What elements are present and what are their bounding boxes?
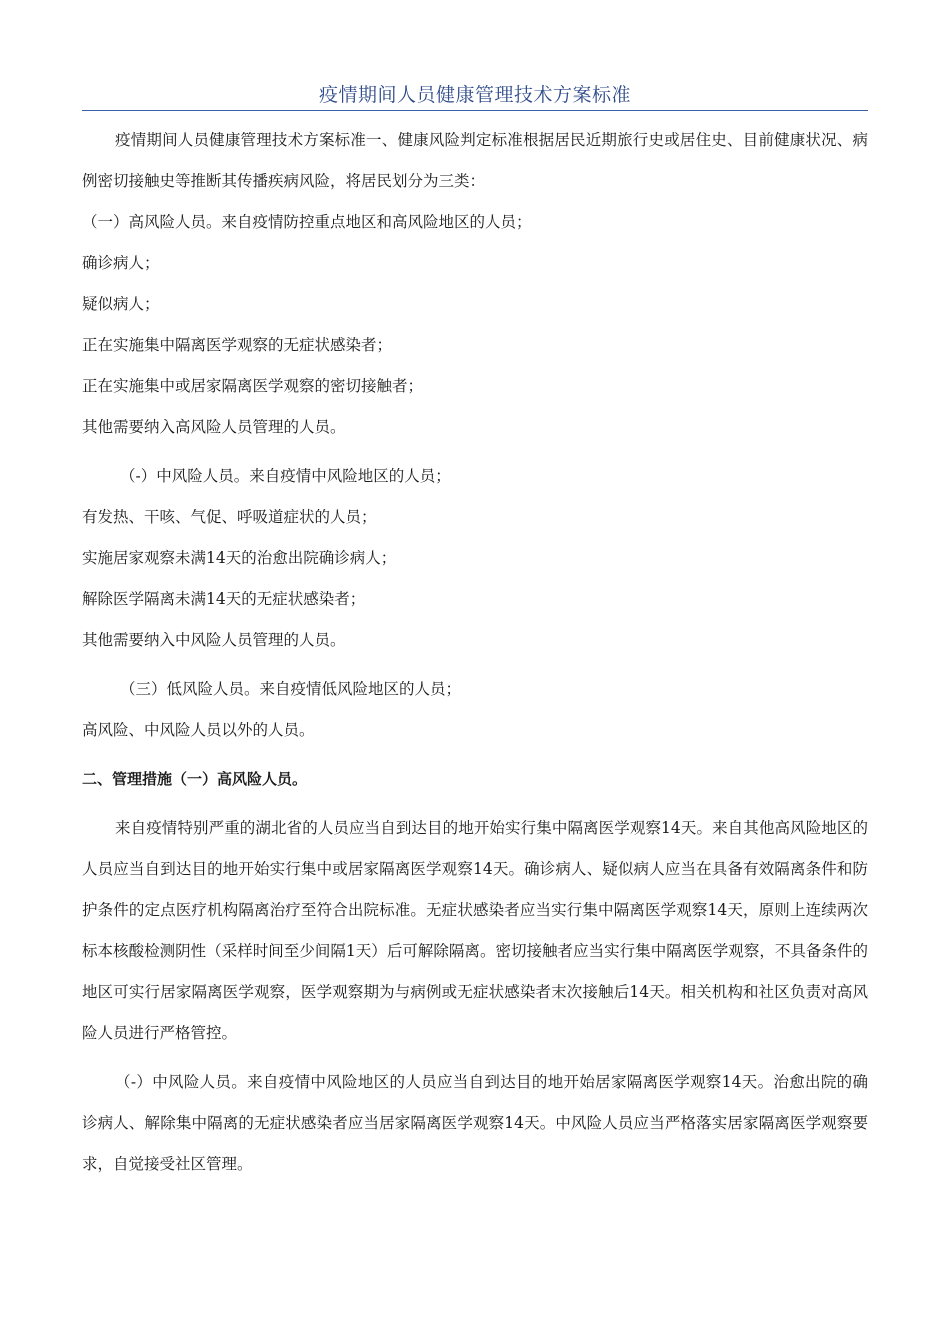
section-2-paragraph-1: 来自疫情特别严重的湖北省的人员应当自到达目的地开始实行集中隔离医学观察14天。来自其他高风险地区的人员应当自到达目的地开始实行集中或居家隔离医学观察14天。确诊病人、疑似病人应当在具备有效隔离条件和防护条件的定点医疗机构隔离治疗至符合出院标准。无症状感染者应当实行集中隔离医学观察14天，原则上连续两次标本核酸检测阴性（采样时间至少间隔1天）后可解除隔离。密切接触者应当实行集中隔离医学观察，不具备条件的地区可实行居家隔离医学观察，医学观察期为与病例或无症状感染者末次接触后14天。相关机构和社区负责对高风险人员进行严格管控。 (82, 819, 868, 1042)
high-risk-item: 正在实施集中隔离医学观察的无症状感染者； (82, 336, 393, 354)
document-body (82, 120, 868, 1185)
section-2-paragraph-2: （-）中风险人员。来自疫情中风险地区的人员应当自到达目的地开始居家隔离医学观察14天。治愈出院的确诊病人、解除集中隔离的无症状感染者应当居家隔离医学观察14天。中风险人员应当严格落实居家隔离医学观察要求，自觉接受社区管理。 (82, 1073, 868, 1173)
medium-risk-item: 解除医学隔离未满14天的无症状感染者； (82, 590, 366, 608)
high-risk-heading: （一）高风险人员。来自疫情防控重点地区和高风险地区的人员； (82, 213, 532, 231)
medium-risk-item: 有发热、干咳、气促、呼吸道症状的人员； (82, 508, 377, 526)
spacer (82, 448, 868, 456)
spacer (82, 751, 868, 759)
header-divider (82, 110, 868, 111)
page-header-title: 疫情期间人员健康管理技术方案标准 (318, 84, 631, 106)
medium-risk-item: 实施居家观察未满14天的治愈出院确诊病人； (82, 549, 397, 567)
high-risk-item: 正在实施集中或居家隔离医学观察的密切接触者； (82, 377, 424, 395)
high-risk-item: 确诊病人； (82, 254, 160, 272)
intro-paragraph: 疫情期间人员健康管理技术方案标准一、健康风险判定标准根据居民近期旅行史或居住史、目前健康状况、病例密切接触史等推断其传播疾病风险，将居民划分为三类： (82, 131, 868, 190)
high-risk-item: 其他需要纳入高风险人员管理的人员。 (82, 418, 346, 436)
spacer (82, 1054, 868, 1062)
spacer (82, 661, 868, 669)
medium-risk-item: 其他需要纳入中风险人员管理的人员。 (82, 631, 346, 649)
high-risk-item: 疑似病人； (82, 295, 160, 313)
spacer (82, 800, 868, 808)
section-2-heading: 二、管理措施（一）高风险人员。 (82, 770, 308, 788)
low-risk-heading: （三）低风险人员。来自疫情低风险地区的人员； (120, 680, 462, 698)
medium-risk-heading: （-）中风险人员。来自疫情中风险地区的人员； (120, 467, 451, 485)
low-risk-item: 高风险、中风险人员以外的人员。 (82, 721, 315, 739)
